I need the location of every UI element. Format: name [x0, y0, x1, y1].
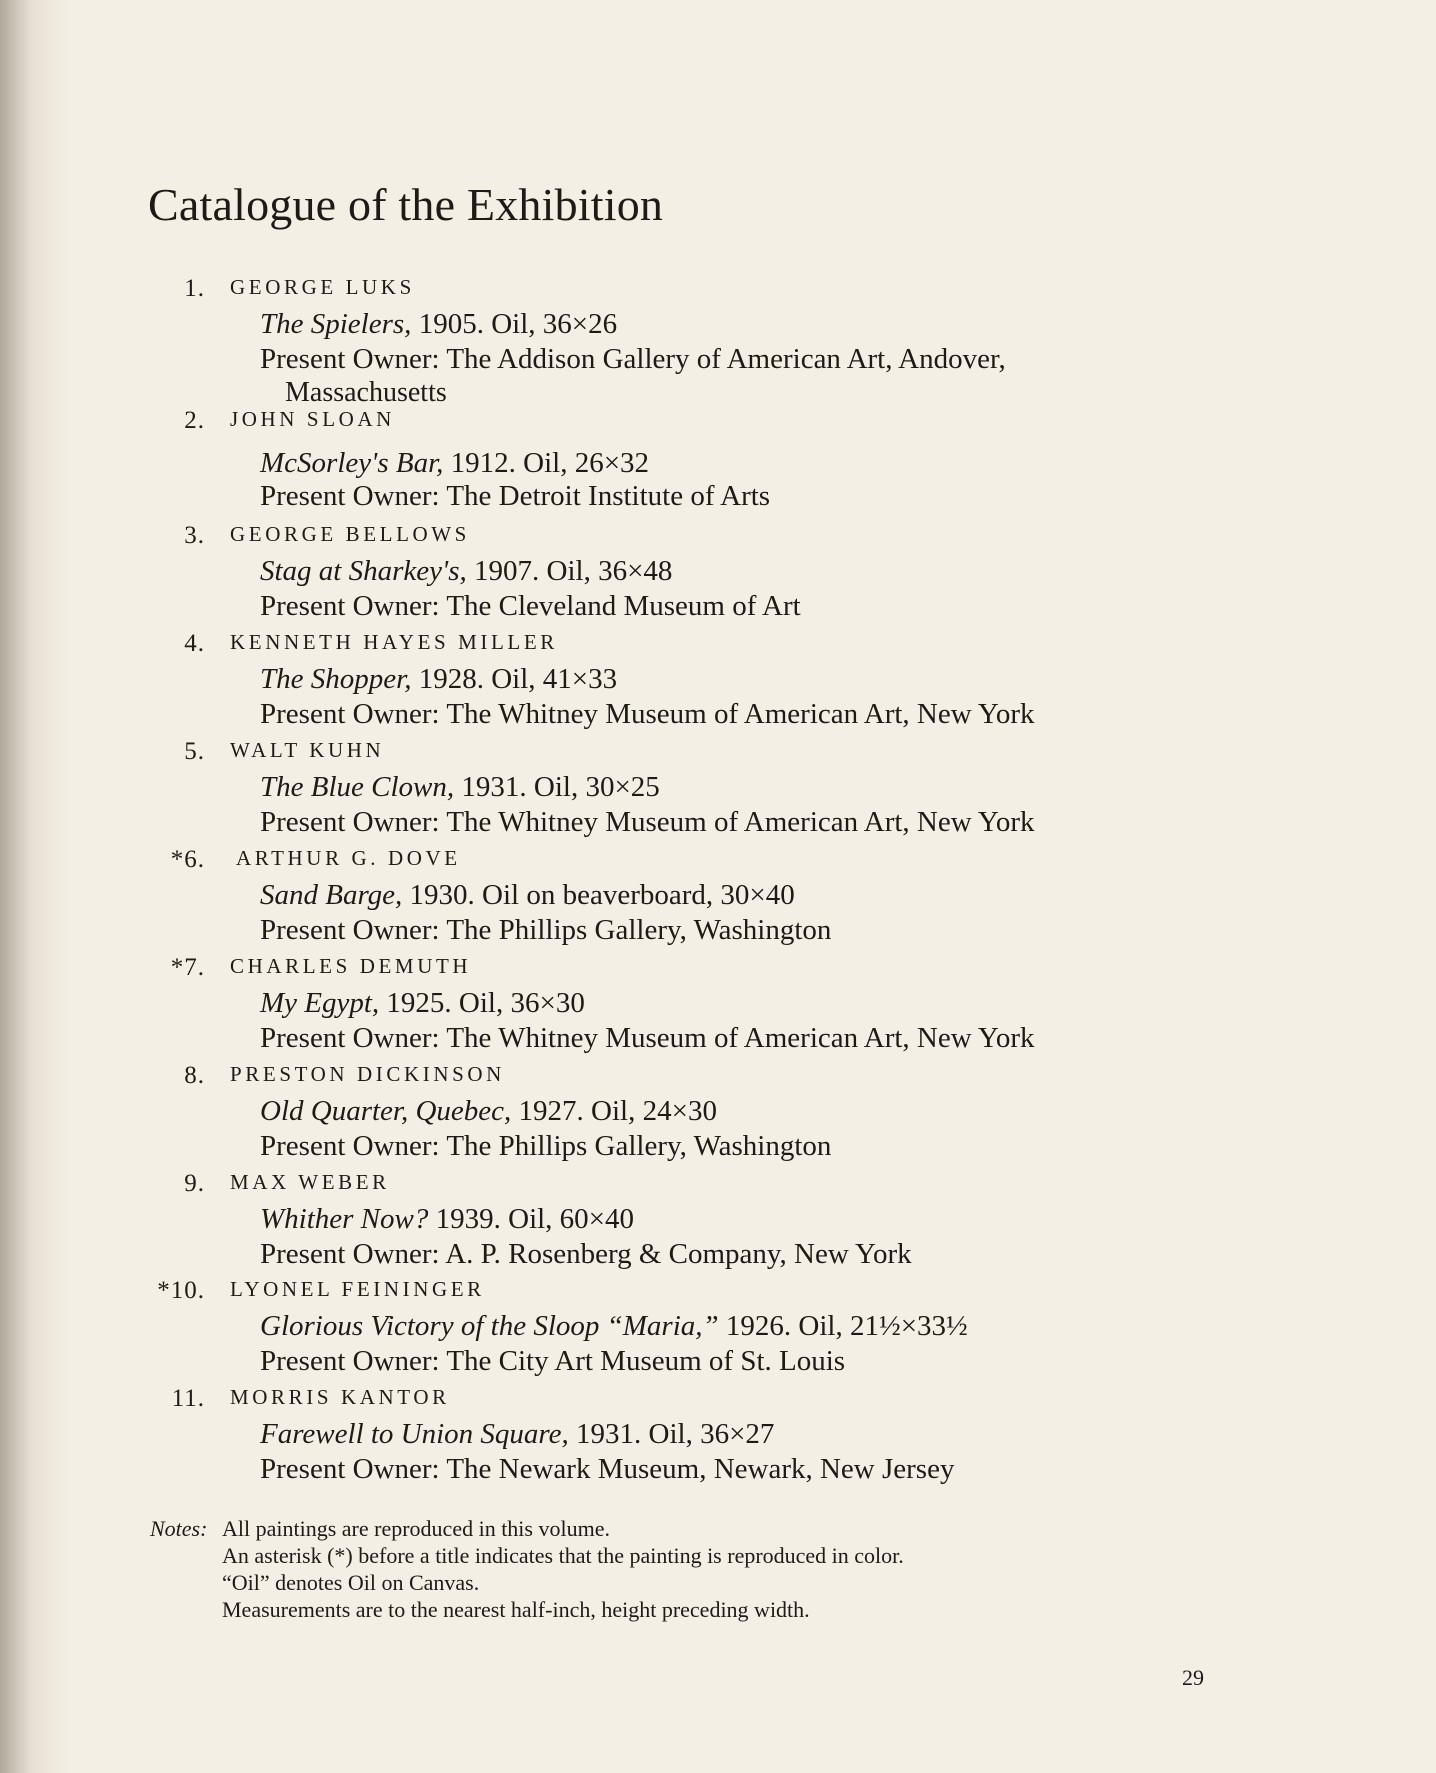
entry-number: 3.	[184, 522, 205, 549]
work-line	[260, 879, 795, 912]
present-owner: Present Owner: The Phillips Gallery, Washington	[260, 1130, 832, 1162]
page-number: 29	[1182, 1665, 1204, 1690]
work-title: McSorley's Bar,	[260, 447, 444, 479]
work-line	[260, 308, 617, 341]
present-owner: Present Owner: The Phillips Gallery, Washington	[260, 914, 832, 946]
work-title: My Egypt,	[260, 987, 380, 1019]
present-owner: Present Owner: The Whitney Museum of American Art, New York	[260, 806, 1035, 838]
artist-name: PRESTON DICKINSON	[230, 1062, 505, 1086]
artist-name: LYONEL FEININGER	[230, 1277, 485, 1301]
entry-number: 2.	[184, 407, 205, 434]
notes-label: Notes:	[150, 1516, 208, 1541]
notes-line: An asterisk (*) before a title indicates that the painting is reproduced in color.	[222, 1543, 904, 1568]
work-line	[260, 1418, 774, 1451]
page-title: Catalogue of the Exhibition	[148, 179, 664, 230]
work-title: Sand Barge,	[260, 879, 403, 911]
work-line	[260, 1203, 634, 1236]
notes-line: “Oil” denotes Oil on Canvas.	[222, 1570, 480, 1595]
artist-name: CHARLES DEMUTH	[230, 954, 472, 978]
work-title: Stag at Sharkey's,	[260, 555, 467, 587]
work-details: 1927. Oil, 24×30	[518, 1095, 717, 1127]
work-title: The Shopper,	[260, 663, 412, 695]
work-details: 1905. Oil, 36×26	[418, 308, 618, 340]
present-owner: Present Owner: The Newark Museum, Newark, New Jersey	[260, 1453, 955, 1485]
present-owner: Present Owner: The Addison Gallery of American Art, Andover,	[260, 343, 1006, 375]
work-details: 1931. Oil, 36×27	[576, 1418, 775, 1450]
present-owner: Present Owner: The Whitney Museum of American Art, New York	[260, 698, 1035, 730]
work-line	[260, 771, 660, 804]
notes-line: Measurements are to the nearest half-inch, height preceding width.	[222, 1597, 810, 1622]
artist-name: KENNETH HAYES MILLER	[230, 630, 558, 654]
entry-number: *7.	[170, 954, 205, 981]
work-title: Old Quarter, Quebec,	[260, 1095, 512, 1127]
work-line	[260, 447, 649, 480]
work-title: Glorious Victory of the Sloop “Maria,”	[260, 1310, 719, 1342]
present-owner-continued: Massachusetts	[285, 377, 447, 408]
work-line	[260, 987, 585, 1020]
entry-number: *6.	[170, 846, 205, 873]
artist-name: MORRIS KANTOR	[230, 1385, 450, 1409]
work-details: 1931. Oil, 30×25	[461, 771, 660, 803]
entry-number: 9.	[184, 1170, 205, 1197]
entry-number: 4.	[184, 630, 205, 657]
work-details: 1925. Oil, 36×30	[386, 987, 585, 1019]
artist-name: GEORGE LUKS	[230, 275, 415, 299]
work-title: The Blue Clown,	[260, 771, 455, 803]
work-details: 1939. Oil, 60×40	[435, 1203, 635, 1235]
work-title: Farewell to Union Square,	[260, 1418, 569, 1450]
present-owner: Present Owner: The Cleveland Museum of Art	[260, 590, 801, 622]
work-details: 1930. Oil on beaverboard, 30×40	[409, 879, 795, 911]
present-owner: Present Owner: The City Art Museum of St. Louis	[260, 1345, 846, 1377]
artist-name: WALT KUHN	[230, 738, 385, 762]
entry-number: 1.	[184, 275, 205, 302]
entry-number: 11.	[171, 1385, 205, 1412]
work-details: 1926. Oil, 21½×33½	[725, 1310, 968, 1342]
entry-number: 8.	[184, 1062, 205, 1089]
artist-name: GEORGE BELLOWS	[230, 522, 470, 546]
work-line	[260, 663, 617, 696]
work-line	[260, 555, 672, 588]
artist-name: ARTHUR G. DOVE	[236, 846, 461, 870]
work-details: 1912. Oil, 26×32	[450, 447, 650, 479]
present-owner: Present Owner: A. P. Rosenberg & Company, New York	[260, 1238, 912, 1270]
entry-number: *10.	[157, 1277, 205, 1304]
work-line	[260, 1095, 717, 1128]
artist-name: JOHN SLOAN	[230, 407, 395, 431]
work-title: Whither Now?	[260, 1203, 429, 1235]
entry-number: 5.	[184, 738, 205, 765]
work-title: The Spielers,	[260, 308, 412, 340]
artist-name: MAX WEBER	[230, 1170, 390, 1194]
notes-line: All paintings are reproduced in this volume.	[222, 1516, 610, 1541]
present-owner: Present Owner: The Detroit Institute of Arts	[260, 480, 771, 512]
work-details: 1907. Oil, 36×48	[474, 555, 673, 587]
work-line	[260, 1310, 968, 1343]
present-owner: Present Owner: The Whitney Museum of American Art, New York	[260, 1022, 1035, 1054]
work-details: 1928. Oil, 41×33	[418, 663, 618, 695]
